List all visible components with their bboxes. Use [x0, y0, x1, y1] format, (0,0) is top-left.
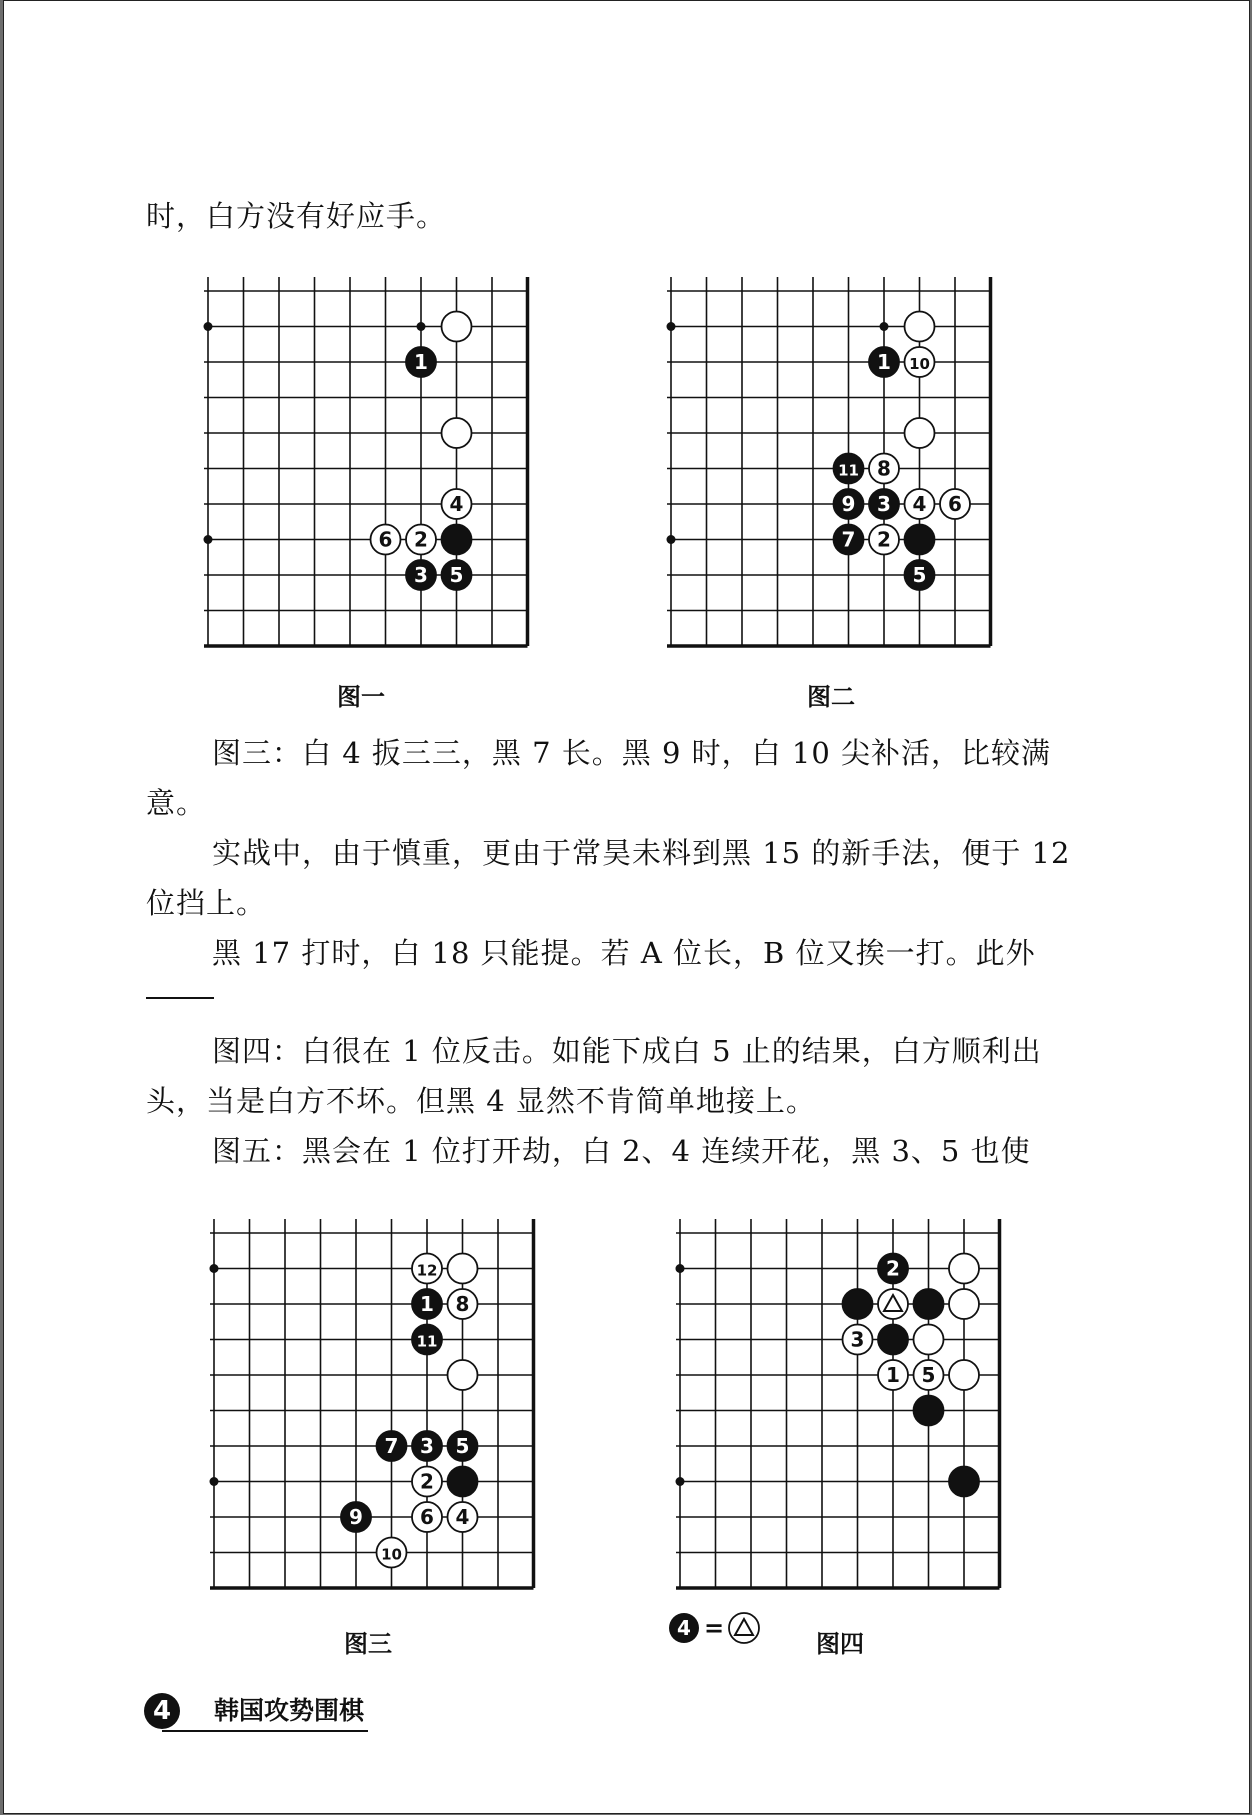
black-stone [869, 489, 899, 519]
black-stone [949, 1467, 979, 1497]
move-number: 5 [449, 563, 464, 587]
move-number: 9 [841, 492, 856, 516]
move-number: 1 [877, 350, 891, 374]
black-stone [448, 1431, 478, 1461]
move-number: 4 [677, 1616, 691, 1640]
white-stone [448, 1289, 478, 1319]
move-number: 6 [420, 1505, 434, 1529]
black-stone [914, 1289, 944, 1319]
black-stone [834, 454, 864, 484]
page-number-badge: 4 [144, 1693, 180, 1729]
black-stone [412, 1325, 442, 1355]
white-stone [869, 454, 899, 484]
book-title: 韩国攻势围棋 [214, 1696, 365, 1725]
dash-line [146, 997, 214, 999]
equivalence-note [669, 1613, 759, 1643]
move-number: 2 [877, 527, 891, 552]
white-stone [905, 489, 935, 519]
white-stone [949, 1254, 979, 1284]
white-stone [412, 1254, 442, 1284]
white-stone [442, 312, 472, 342]
white-stone [448, 1360, 478, 1390]
paragraph: 图三：白 4 扳三三，黑 7 长。黑 9 时，白 10 尖补活，比较满意。 [146, 736, 1052, 820]
move-number: 8 [877, 456, 891, 481]
black-stone [448, 1467, 478, 1497]
black-stone [843, 1289, 873, 1319]
black-stone [834, 525, 864, 555]
move-number: 3 [850, 1327, 865, 1352]
move-number: 2 [886, 1256, 900, 1281]
paragraph: 图四：白很在 1 位反击。如能下成白 5 止的结果，白方顺利出头，当是白方不坏。但黑 4 显然不肯简单地接上。 [146, 1034, 1042, 1118]
black-stone [377, 1431, 407, 1461]
diagram-caption: 图二 [807, 683, 855, 711]
go-diagram-2 [657, 273, 1007, 657]
star-point [676, 1477, 685, 1486]
diagram-caption: 图四 [816, 1630, 864, 1658]
white-stone [406, 525, 436, 555]
black-stone [412, 1289, 442, 1319]
black-stone [406, 347, 436, 377]
move-number: 5 [455, 1434, 470, 1458]
paragraph: 图五：黑会在 1 位打开劫，白 2、4 连续开花，黑 3、5 也使 [212, 1134, 1031, 1168]
move-number: 6 [378, 527, 393, 552]
move-number: 10 [909, 355, 930, 373]
paragraph: 实战中，由于慎重，更由于常昊未料到黑 15 的新手法，便于 12 位挡上。 [146, 836, 1071, 920]
move-number: 10 [381, 1545, 402, 1564]
star-point [204, 322, 213, 331]
move-number: 9 [349, 1505, 363, 1529]
move-number: 5 [921, 1363, 936, 1387]
move-number: 1 [420, 1292, 434, 1316]
black-stone [869, 347, 899, 377]
move-number: 4 [912, 492, 927, 516]
white-stone [905, 418, 935, 448]
go-diagram-4 [666, 1215, 1046, 1655]
move-number: 7 [841, 527, 856, 552]
move-number: 11 [838, 461, 859, 480]
white-stone [442, 489, 472, 519]
move-number: 2 [414, 527, 428, 552]
move-number: 3 [877, 492, 891, 516]
white-stone [878, 1360, 908, 1390]
white-stone [914, 1360, 944, 1390]
star-point [210, 1264, 219, 1273]
move-number: 4 [455, 1505, 470, 1529]
move-number: 12 [416, 1261, 438, 1280]
white-stone [442, 418, 472, 448]
star-point [676, 1264, 685, 1273]
move-number: 8 [455, 1292, 470, 1316]
white-stone [843, 1325, 873, 1355]
black-stone [905, 525, 935, 555]
white-stone [412, 1467, 442, 1497]
book-page [3, 0, 1250, 1814]
diagram-caption: 图三 [344, 1630, 392, 1658]
star-point [210, 1477, 219, 1486]
move-number: 4 [449, 492, 464, 516]
black-stone [905, 560, 935, 590]
footer-underline [162, 1730, 368, 1732]
equals-sign: = [703, 1614, 725, 1642]
move-number: 1 [886, 1363, 900, 1387]
star-point [667, 535, 676, 544]
star-point [880, 322, 889, 331]
white-stone [949, 1289, 979, 1319]
black-stone [406, 560, 436, 590]
black-stone [442, 525, 472, 555]
black-stone [878, 1254, 908, 1284]
white-stone [869, 525, 899, 555]
paragraph: 时，白方没有好应手。 [146, 199, 447, 233]
star-point [417, 322, 426, 331]
move-number: 11 [416, 1332, 438, 1351]
white-stone [940, 489, 970, 519]
move-number: 3 [420, 1434, 434, 1458]
black-stone [341, 1502, 371, 1532]
go-diagram-1 [194, 273, 544, 657]
white-stone [949, 1360, 979, 1390]
move-number: 1 [414, 350, 428, 374]
white-stone [448, 1502, 478, 1532]
move-number: 5 [912, 563, 927, 587]
white-stone [905, 312, 935, 342]
move-number: 6 [948, 492, 962, 516]
white-stone [878, 1289, 908, 1319]
diagram-caption: 图一 [337, 683, 385, 711]
star-point [667, 322, 676, 331]
white-stone [448, 1254, 478, 1284]
star-point [204, 535, 213, 544]
go-diagram-3 [200, 1215, 550, 1599]
black-stone [412, 1431, 442, 1461]
black-stone [834, 489, 864, 519]
black-stone [442, 560, 472, 590]
move-number: 3 [414, 563, 428, 587]
white-stone [905, 347, 935, 377]
white-stone [371, 525, 401, 555]
paragraph: 黑 17 打时，白 18 只能提。若 A 位长，B 位又挨一打。此外 [212, 936, 1036, 970]
white-stone [412, 1502, 442, 1532]
black-stone [878, 1325, 908, 1355]
move-number: 2 [420, 1469, 434, 1494]
move-number: 7 [384, 1434, 399, 1458]
white-stone [914, 1325, 944, 1355]
black-stone [914, 1396, 944, 1426]
white-stone [377, 1538, 407, 1568]
